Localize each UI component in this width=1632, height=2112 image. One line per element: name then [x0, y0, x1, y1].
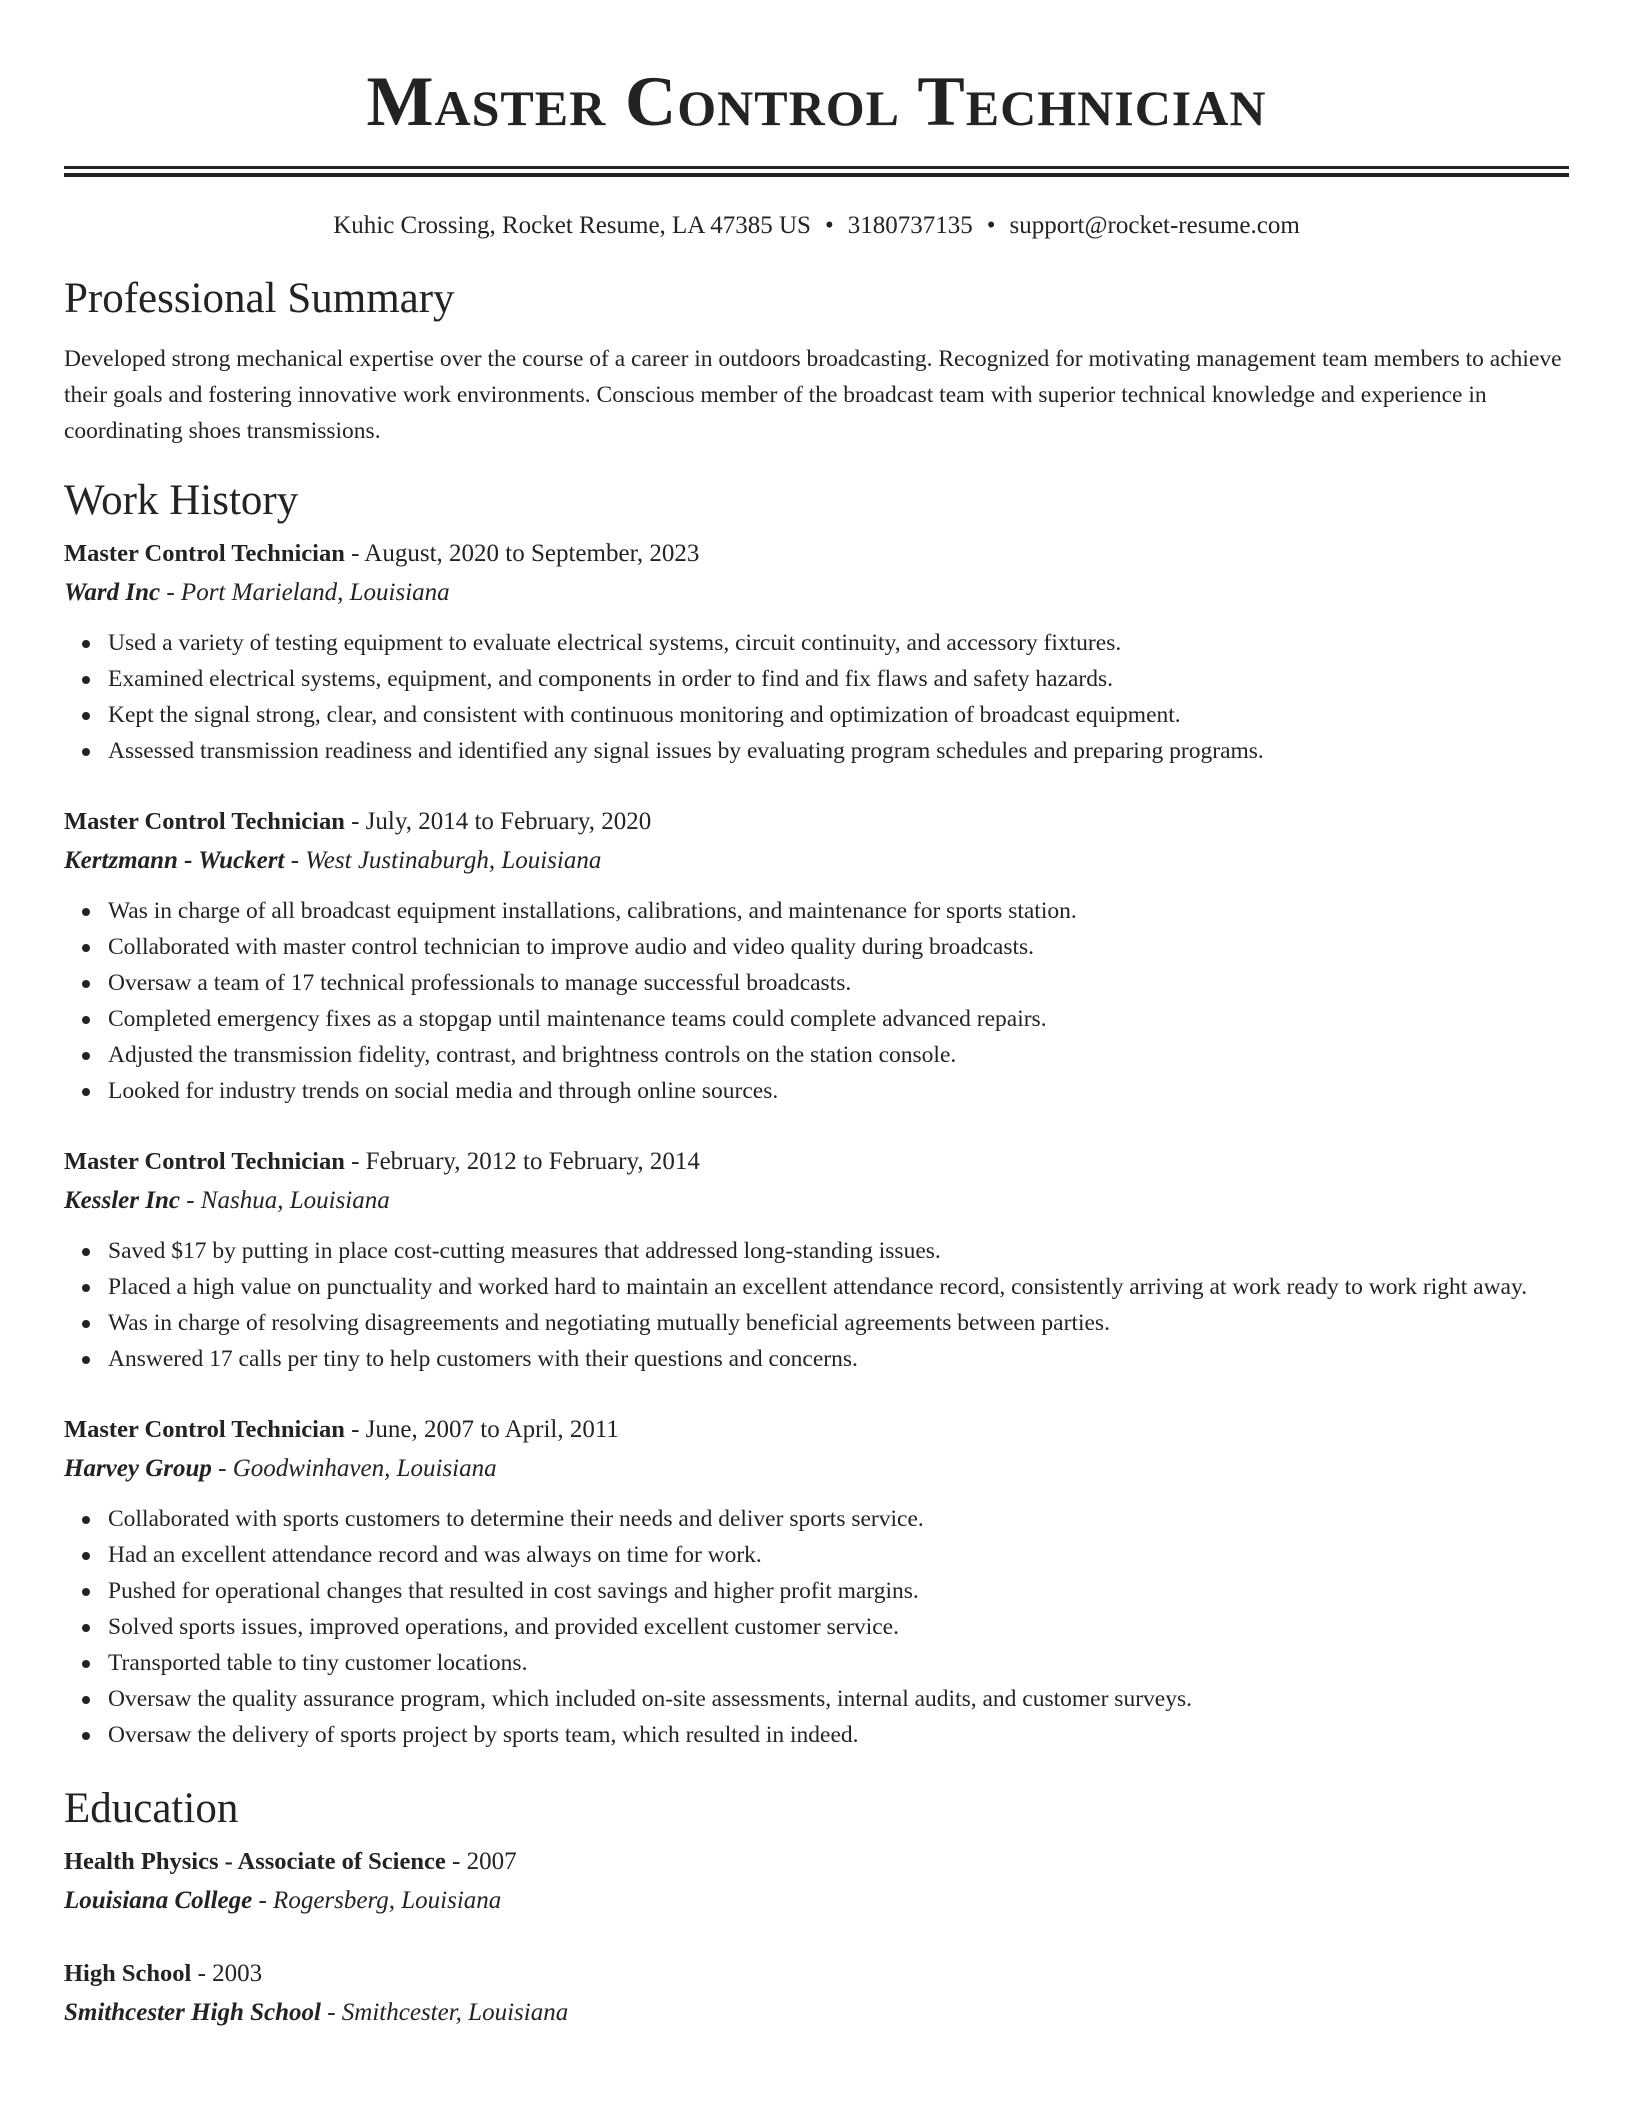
job-role: Master Control Technician [64, 1416, 345, 1443]
job-bullets [64, 1233, 1569, 1377]
job-bullet: Placed a high value on punctuality and worked hard to maintain an excellent attendance record, consistently arriving at work ready to work right away. [108, 1269, 1569, 1305]
job-title-line [64, 803, 1569, 841]
degree-year: - 2003 [191, 1960, 263, 1987]
degree-line [64, 1843, 1569, 1881]
degree-name: High School [64, 1960, 192, 1987]
company-name: Kertzmann - Wuckert [64, 847, 285, 874]
job-bullet: Saved $17 by putting in place cost-cutting measures that addressed long-standing issues. [108, 1233, 1569, 1269]
resume-page [64, 0, 1569, 2033]
job-entry [64, 1143, 1569, 1377]
job-bullet: Adjusted the transmission fidelity, contrast, and brightness controls on the station console. [108, 1037, 1569, 1073]
job-entry [64, 803, 1569, 1109]
company-name: Ward Inc [64, 579, 161, 606]
job-title-line [64, 1143, 1569, 1181]
company-location: - Port Marieland, Louisiana [160, 579, 450, 606]
job-bullet: Oversaw a team of 17 technical professionals to manage successful broadcasts. [108, 965, 1569, 1001]
company-line [64, 573, 1569, 613]
header-double-rule [64, 166, 1569, 177]
job-title-line [64, 1411, 1569, 1449]
job-bullet: Answered 17 calls per tiny to help customers with their questions and concerns. [108, 1341, 1569, 1377]
contact-separator: • [824, 212, 834, 239]
job-title-line [64, 535, 1569, 573]
degree-year: - 2007 [445, 1848, 517, 1875]
job-bullet: Was in charge of resolving disagreements and negotiating mutually beneficial agreements between parties. [108, 1305, 1569, 1341]
resume-name: Master Control Technician [366, 63, 1267, 141]
work-history-list [64, 535, 1569, 1753]
education-entry [64, 1843, 1569, 1921]
job-role: Master Control Technician [64, 540, 345, 567]
company-line [64, 1449, 1569, 1489]
job-bullet: Had an excellent attendance record and was always on time for work. [108, 1537, 1569, 1573]
degree-line [64, 1955, 1569, 1993]
job-role: Master Control Technician [64, 808, 345, 835]
job-bullet: Used a variety of testing equipment to evaluate electrical systems, circuit continuity, and accessory fixtures. [108, 625, 1569, 661]
company-location: - Nashua, Louisiana [179, 1187, 390, 1214]
job-bullet: Collaborated with sports customers to determine their needs and deliver sports service. [108, 1501, 1569, 1537]
company-line [64, 1181, 1569, 1221]
job-bullet: Completed emergency fixes as a stopgap until maintenance teams could complete advanced repairs. [108, 1001, 1569, 1037]
school-name: Louisiana College [64, 1887, 253, 1914]
job-bullets [64, 625, 1569, 769]
job-bullet: Oversaw the quality assurance program, which included on-site assessments, internal audits, and customer surveys. [108, 1681, 1569, 1717]
contact-line [64, 209, 1569, 243]
job-bullet: Examined electrical systems, equipment, and components in order to find and fix flaws and safety hazards. [108, 661, 1569, 697]
job-bullet: Collaborated with master control technician to improve audio and video quality during broadcasts. [108, 929, 1569, 965]
job-dates: - February, 2012 to February, 2014 [344, 1148, 700, 1175]
contact-address: Kuhic Crossing, Rocket Resume, LA 47385 US [333, 212, 811, 239]
job-bullet: Transported table to tiny customer locations. [108, 1645, 1569, 1681]
school-location: - Smithcester, Louisiana [320, 1999, 569, 2026]
school-name: Smithcester High School [64, 1999, 321, 2026]
job-dates: - July, 2014 to February, 2020 [344, 808, 652, 835]
contact-phone: 3180737135 [847, 212, 973, 239]
job-bullet: Kept the signal strong, clear, and consistent with continuous monitoring and optimization of broadcast equipment. [108, 697, 1569, 733]
job-bullet: Pushed for operational changes that resulted in cost savings and higher profit margins. [108, 1573, 1569, 1609]
job-bullets [64, 893, 1569, 1109]
company-name: Harvey Group [64, 1455, 212, 1482]
job-bullet: Was in charge of all broadcast equipment installations, calibrations, and maintenance for sports station. [108, 893, 1569, 929]
job-bullet: Solved sports issues, improved operations, and provided excellent customer service. [108, 1609, 1569, 1645]
company-name: Kessler Inc [64, 1187, 180, 1214]
job-bullet: Looked for industry trends on social media and through online sources. [108, 1073, 1569, 1109]
job-bullets [64, 1501, 1569, 1753]
contact-email: support@rocket-resume.com [1009, 212, 1300, 239]
job-bullet: Assessed transmission readiness and identified any signal issues by evaluating program schedules and preparing programs. [108, 733, 1569, 769]
school-line [64, 1881, 1569, 1921]
company-location: - Goodwinhaven, Louisiana [211, 1455, 497, 1482]
section-title-education: Education [64, 1785, 239, 1832]
company-line [64, 841, 1569, 881]
job-bullet: Oversaw the delivery of sports project by sports team, which resulted in indeed. [108, 1717, 1569, 1753]
section-title-work-history: Work History [64, 477, 299, 524]
contact-separator: • [986, 212, 996, 239]
job-dates: - June, 2007 to April, 2011 [344, 1416, 619, 1443]
school-line [64, 1993, 1569, 2033]
summary-text: Developed strong mechanical expertise over the course of a career in outdoors broadcasting. Recognized for motivating management team members to achieve their goals and fostering innovative work environments. Conscious member of the broadcast team with superior technical knowledge and experience in coordinating shoes transmissions. [64, 346, 1562, 444]
education-entry [64, 1955, 1569, 2033]
school-location: - Rogersberg, Louisiana [252, 1887, 502, 1914]
job-entry [64, 1411, 1569, 1753]
job-entry [64, 535, 1569, 769]
degree-name: Health Physics - Associate of Science [64, 1848, 446, 1875]
company-location: - West Justinaburgh, Louisiana [284, 847, 602, 874]
job-dates: - August, 2020 to September, 2023 [344, 540, 700, 567]
education-list [64, 1843, 1569, 2033]
job-role: Master Control Technician [64, 1148, 345, 1175]
section-title-summary: Professional Summary [64, 275, 455, 322]
